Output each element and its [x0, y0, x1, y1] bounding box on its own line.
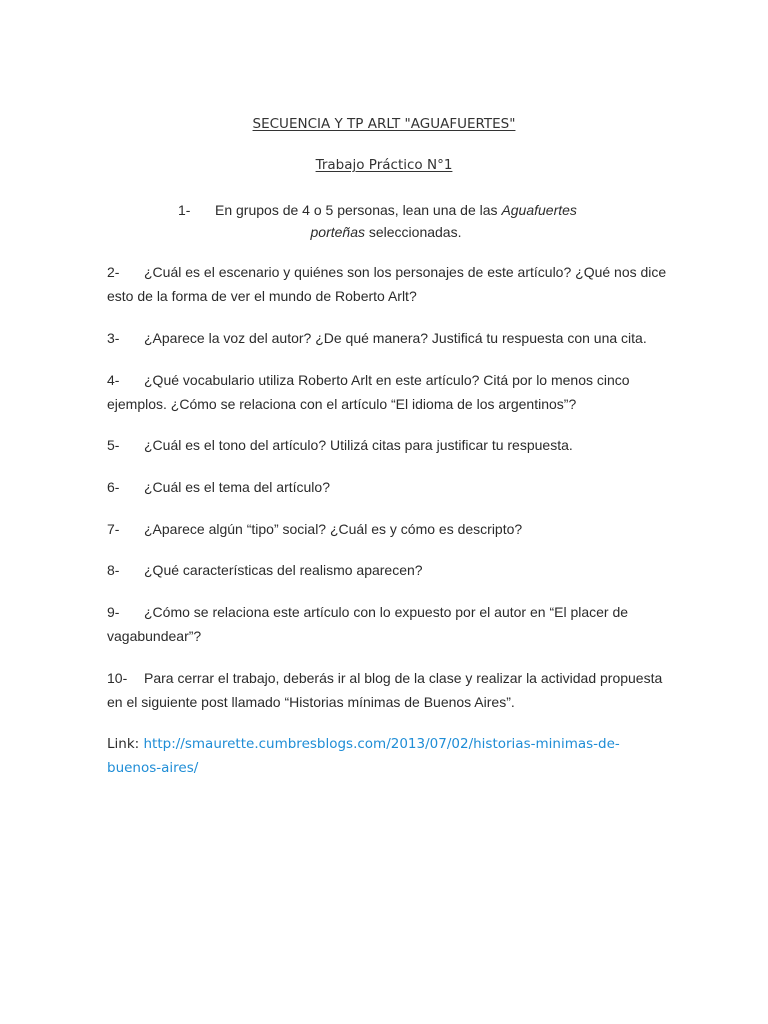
question-number: 6-	[107, 479, 120, 495]
question-5	[107, 433, 667, 457]
question-text: ¿Aparece algún “tipo” social? ¿Cuál es y cómo es descripto?	[144, 521, 523, 537]
question-text: ¿Cuál es el escenario y quiénes son los personajes de este artículo? ¿Qué nos dice esto de la forma de ver el mundo de Roberto Arlt?	[107, 264, 667, 304]
question-text: ¿Cuál es el tono del artículo? Utilizá citas para justificar tu respuesta.	[144, 437, 573, 453]
question-number: 4-	[107, 372, 120, 388]
question-text: ¿Qué características del realismo aparecen?	[144, 562, 423, 578]
question-6	[107, 475, 667, 499]
question-number: 10-	[107, 670, 128, 686]
question-number: 9-	[107, 604, 120, 620]
question-number: 5-	[107, 437, 120, 453]
question-number: 8-	[107, 562, 120, 578]
italic-title: porteñas	[310, 224, 365, 240]
document-title: SECUENCIA Y TP ARLT "AGUAFUERTES"	[252, 116, 516, 132]
blog-post-link[interactable]: http://smaurette.cumbresblogs.com/2013/07/02/historias-minimas-de-buenos-aires/	[107, 736, 620, 776]
question-9	[107, 600, 667, 648]
question-4	[107, 368, 667, 416]
question-8	[107, 558, 667, 582]
question-text: seleccionadas.	[364, 224, 462, 240]
italic-title: Aguafuertes	[501, 202, 577, 218]
question-number: 2-	[107, 264, 120, 280]
question-number: 7-	[107, 521, 120, 537]
document-subtitle: Trabajo Práctico N°1	[315, 157, 453, 173]
question-text: En grupos de 4 o 5 personas, lean una de las	[215, 202, 502, 218]
question-number: 3-	[107, 330, 120, 346]
link-line	[107, 732, 667, 780]
question-3	[107, 326, 667, 350]
link-label: Link:	[107, 736, 144, 752]
question-text: ¿Aparece la voz del autor? ¿De qué manera? Justificá tu respuesta con una cita.	[144, 330, 647, 346]
question-text: Para cerrar el trabajo, deberás ir al blog de la clase y realizar la actividad propuesta en el siguiente post llamado “Historias mínimas de Buenos Aires”.	[107, 670, 663, 710]
question-text: ¿Cómo se relaciona este artículo con lo expuesto por el autor en “El placer de vagabundear”?	[107, 604, 629, 644]
question-text: ¿Qué vocabulario utiliza Roberto Arlt en este artículo? Citá por lo menos cinco ejemplos. ¿Cómo se relaciona con el artículo “El idioma de los argentinos”?	[107, 372, 630, 412]
question-10	[107, 666, 667, 714]
question-7	[107, 517, 667, 541]
question-2	[107, 260, 667, 308]
question-number: 1-	[178, 202, 191, 218]
question-text: ¿Cuál es el tema del artículo?	[144, 479, 330, 495]
